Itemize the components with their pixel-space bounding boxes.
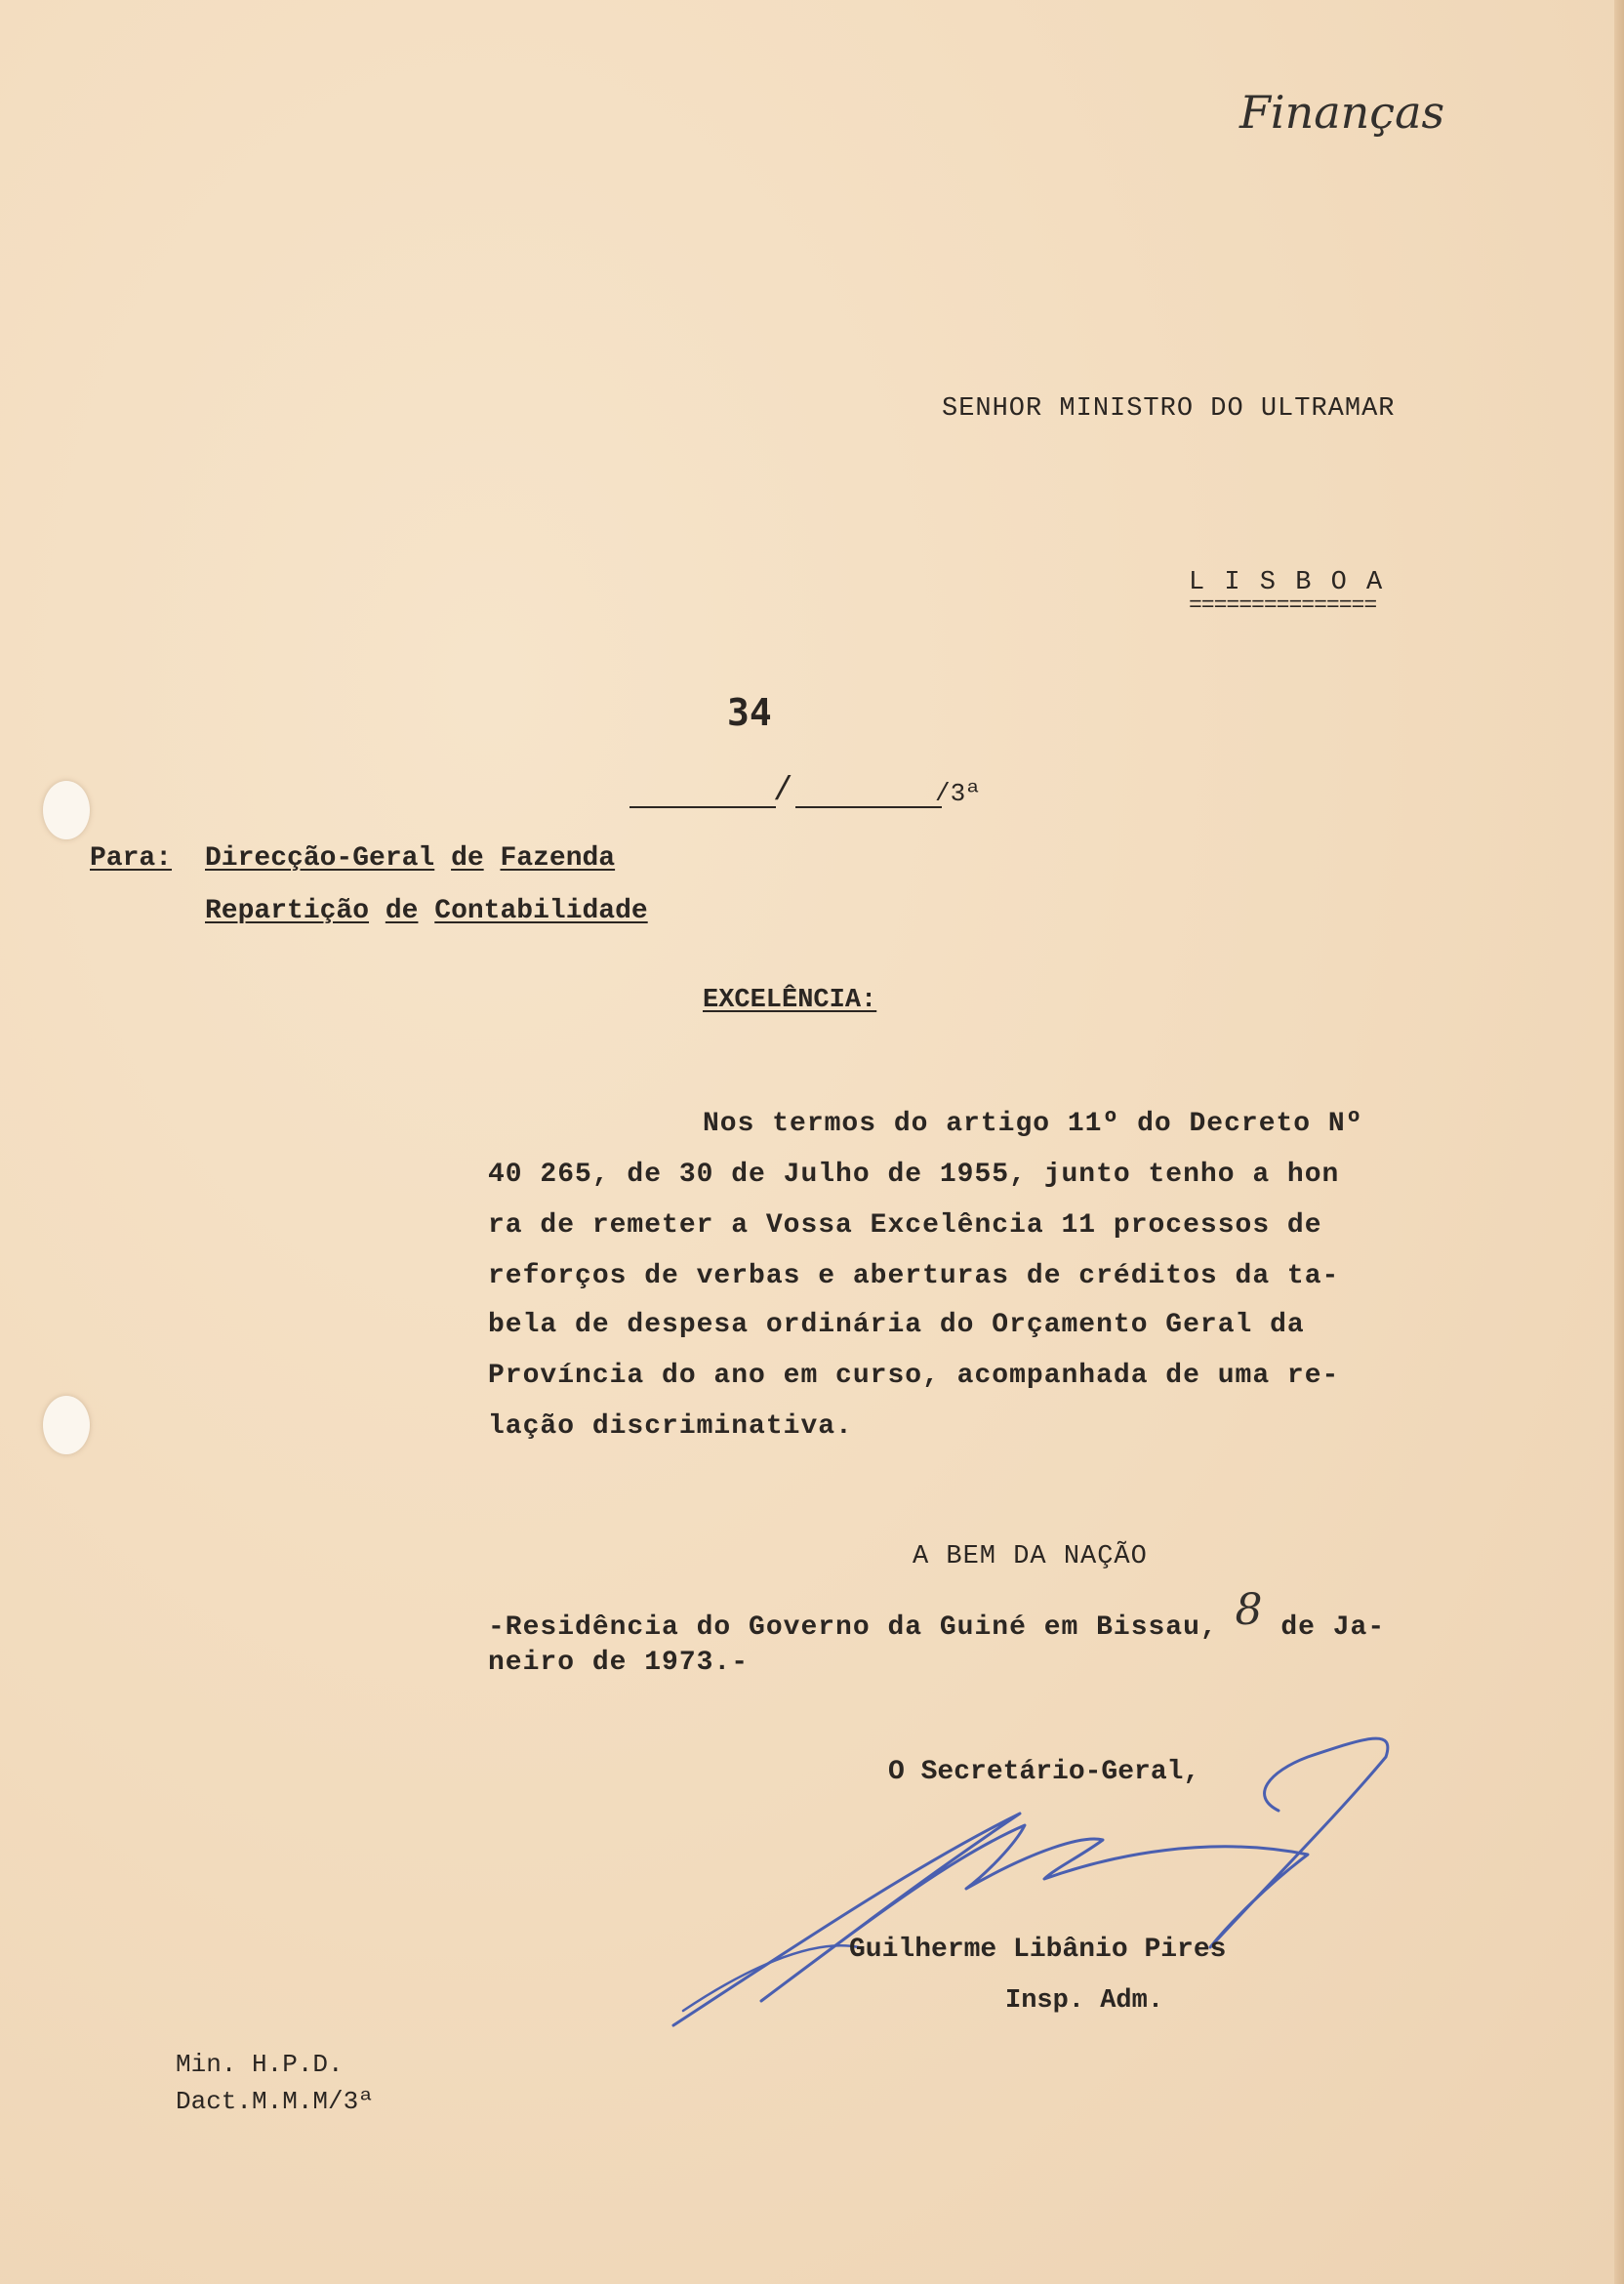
footer-reference-1: Min. H.P.D.: [176, 2050, 344, 2079]
body-line: ra de remeter a Vossa Excelência 11 processos de: [488, 1210, 1322, 1241]
place-date-line-2: neiro de 1973.-: [488, 1648, 750, 1678]
closing-formula: A BEM DA NAÇÃO: [913, 1542, 1148, 1571]
signatory-name: Guilherme Libânio Pires: [849, 1935, 1227, 1965]
signatory-position: Insp. Adm.: [1005, 1986, 1164, 2016]
para-label: Para:: [90, 843, 173, 874]
destination-word: Repartição: [205, 896, 370, 926]
place-date-suffix: de Ja-: [1280, 1612, 1386, 1643]
salutation-text: EXCELÊNCIA:: [703, 986, 877, 1015]
addressee: SENHOR MINISTRO DO ULTRAMAR: [942, 394, 1396, 424]
city-underline: ===============: [1189, 593, 1377, 618]
body-line: 40 265, de 30 de Julho de 1955, junto tenho a hon: [488, 1160, 1340, 1190]
body-line: lação discriminativa.: [488, 1411, 853, 1442]
signatory-title: O Secretário-Geral,: [888, 1757, 1200, 1787]
handwritten-day: 8: [1235, 1585, 1264, 1635]
place-date-prefix: -Residência do Governo da Guiné em Bissau,: [488, 1612, 1218, 1643]
destination-word: Direcção-Geral: [205, 843, 435, 874]
body-line: bela de despesa ordinária do Orçamento Geral da: [488, 1310, 1305, 1340]
reference-number: 34: [727, 691, 772, 734]
reference-slash: /: [773, 773, 793, 810]
handwritten-annotation: Finanças: [1239, 86, 1445, 139]
footer-reference-2: Dact.M.M.M/3ª: [176, 2087, 374, 2116]
destination-word: Contabilidade: [434, 896, 648, 926]
reference-suffix: /3ª: [935, 779, 981, 808]
body-line: Província do ano em curso, acompanhada de uma re-: [488, 1361, 1340, 1391]
city: L I S B O A: [1189, 568, 1385, 597]
destination-word: de: [385, 896, 419, 926]
body-line: Nos termos do artigo 11º do Decreto Nº: [703, 1109, 1363, 1139]
body-line: reforços de verbas e aberturas de créditos da ta-: [488, 1261, 1340, 1291]
destination-word: Fazenda: [500, 843, 616, 874]
destination-word: de: [451, 843, 484, 874]
